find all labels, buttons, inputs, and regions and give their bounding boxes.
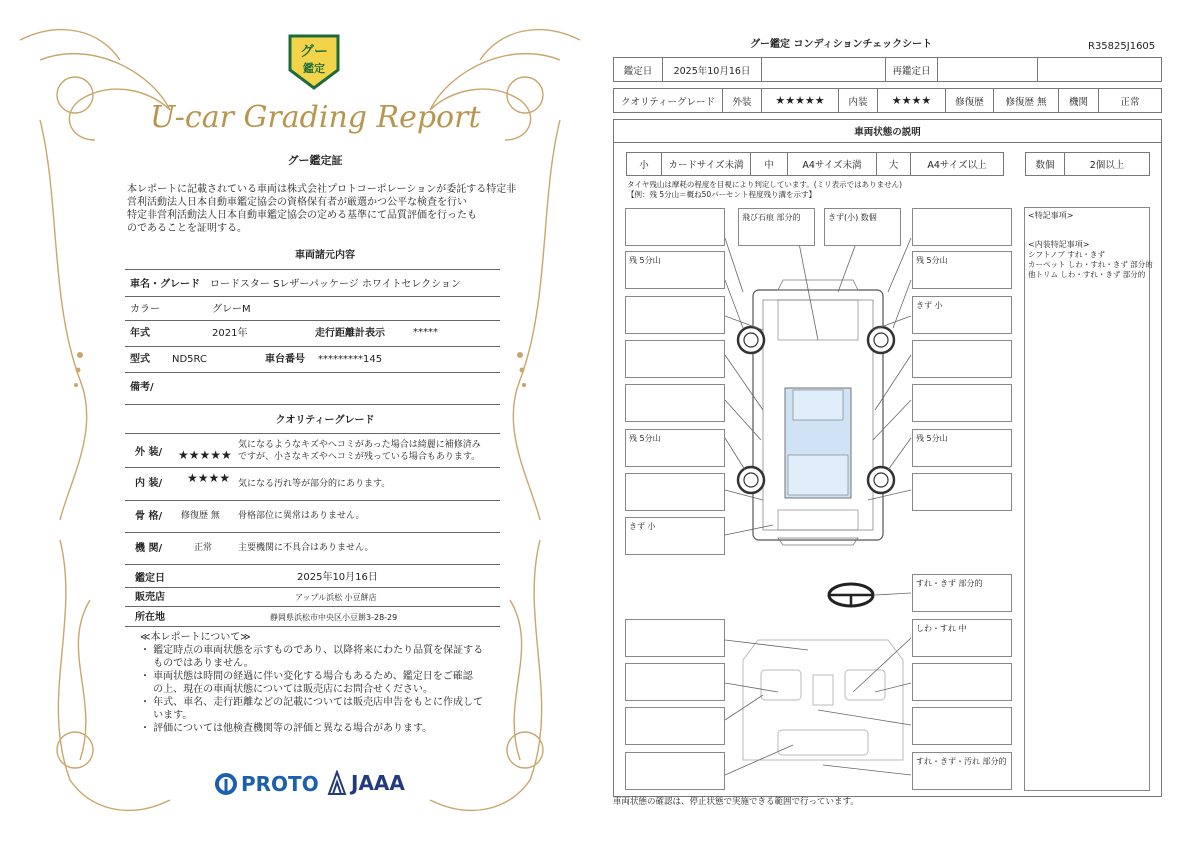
int-label: 内 装/ bbox=[135, 478, 163, 489]
notes-line: ものではありません。 bbox=[140, 658, 254, 669]
year-value: 2021年 bbox=[212, 328, 248, 339]
engine-value: 正常 bbox=[194, 543, 213, 553]
damage-box-top-scratch bbox=[824, 208, 901, 246]
ext-desc-line: 気になるようなキズやヘコミがあった場合は綺麗に補修済み bbox=[238, 440, 481, 450]
int-stars: ★★★★ bbox=[187, 471, 231, 485]
row1-blank bbox=[761, 57, 886, 82]
row2-repair-label: 修復歴 bbox=[945, 88, 994, 113]
scratch-small-num-label: きず(小) 数個 bbox=[828, 213, 877, 222]
cert-title: グー鑑定証 bbox=[287, 154, 343, 167]
goo-kantei-badge bbox=[286, 30, 342, 92]
interior-note-item: 他トリム しわ・すれ・きず 部分的 bbox=[1028, 270, 1146, 279]
notes-title: ≪本レポートについて≫ bbox=[140, 632, 251, 643]
shop-label: 販売店 bbox=[135, 592, 165, 603]
shop-value: アップル浜松 小豆餅店 bbox=[295, 593, 377, 602]
row2-int-stars: ★★★★ bbox=[877, 88, 946, 113]
damage-box-r7 bbox=[912, 473, 1012, 511]
frame-desc: 骨格部位に異常はありません。 bbox=[238, 511, 365, 521]
frame-label: 骨 格/ bbox=[135, 511, 163, 522]
tire-rr-label: 残 5分山 bbox=[916, 434, 948, 443]
damage-box-r4 bbox=[912, 340, 1012, 378]
spec-title: 車両諸元内容 bbox=[295, 250, 355, 261]
special-notes-title: <特記事項> bbox=[1028, 211, 1074, 220]
proto-logo bbox=[215, 772, 319, 796]
row1-blank-2 bbox=[1037, 57, 1162, 82]
damage-box-r12 bbox=[912, 752, 1012, 790]
row1-date-label: 鑑定日 bbox=[613, 57, 663, 82]
address-value: 静岡県浜松市中央区小豆餅3-28-29 bbox=[270, 613, 398, 622]
damage-box-r5 bbox=[912, 384, 1012, 422]
rear-stain-label: すれ・きず・汚れ 部分的 bbox=[916, 757, 1007, 766]
interior-note-item: カーペット しわ・すれ・きず 部分的 bbox=[1028, 260, 1153, 269]
steering-label: すれ・きず 部分的 bbox=[916, 579, 983, 588]
engine-label: 機 関/ bbox=[135, 543, 163, 554]
damage-box-r6 bbox=[912, 429, 1012, 467]
ext-stars: ★★★★★ bbox=[178, 448, 232, 462]
damage-box-l7 bbox=[625, 473, 725, 511]
proto-mark-icon bbox=[215, 773, 237, 795]
frame-value: 修復歴 無 bbox=[181, 511, 220, 521]
color-label: カラー bbox=[130, 304, 160, 315]
notes-line: の上、現在の車両状態については販売店にお問合せください。 bbox=[140, 684, 433, 695]
odo-value: ***** bbox=[413, 327, 438, 338]
damage-box-l5 bbox=[625, 384, 725, 422]
row2-ext-label: 外装 bbox=[722, 88, 762, 113]
intro-line: のであることを証明する。 bbox=[127, 223, 247, 234]
size-count: 数個 bbox=[1025, 152, 1065, 176]
special-notes-box bbox=[1024, 207, 1153, 791]
tire-example: 【例：残 5分山＝概ね50パーセント程度残り溝を示す】 bbox=[627, 190, 817, 199]
note-label: 備考/ bbox=[130, 382, 154, 393]
notes-line: ・ 評価については他検査機関等の評価と異なる場合があります。 bbox=[140, 723, 433, 734]
damage-box-r3 bbox=[912, 296, 1012, 334]
notes-line: ・ 鑑定時点の車両状態を示すものであり、以降将来にわたり品質を保証する bbox=[140, 645, 484, 656]
row2-engine-value: 正常 bbox=[1098, 88, 1162, 113]
script-title: U-car Grading Report bbox=[150, 100, 481, 135]
damage-box-l3 bbox=[625, 296, 725, 334]
interior-notes-title: <内装特記事項> bbox=[1028, 240, 1090, 249]
jaaa-logo bbox=[327, 770, 405, 796]
section-title: 車両状態の説明 bbox=[613, 119, 1162, 143]
seat-wrinkle-label: しわ・すれ 中 bbox=[916, 624, 967, 633]
damage-box-l11 bbox=[625, 707, 725, 745]
jaaa-logo-text: JAAA bbox=[351, 771, 405, 795]
damage-box-l10 bbox=[625, 663, 725, 701]
ext-desc-line: ですが、小さなキズやヘコミが残っている場合もあります。 bbox=[238, 451, 481, 462]
chip-label: 飛び石痕 部分的 bbox=[742, 213, 801, 222]
report-notes bbox=[140, 631, 483, 735]
scratch-small-r-label: きず 小 bbox=[916, 301, 943, 310]
svg-text:グー: グー bbox=[300, 44, 328, 60]
tire-fr-label: 残 5分山 bbox=[916, 256, 948, 265]
damage-box-l12 bbox=[625, 752, 725, 790]
footer-note: 車両状態の確認は、停止状態で実施できる範囲で行っています。 bbox=[613, 797, 859, 807]
model-label: 型式 bbox=[130, 354, 150, 365]
row2-repair-value: 修復歴 無 bbox=[993, 88, 1059, 113]
size-large: 大 bbox=[876, 152, 911, 176]
ext-label: 外 装/ bbox=[135, 447, 163, 458]
name-label: 車名・グレード bbox=[130, 279, 200, 290]
row2-quality-label: クオリティーグレード bbox=[613, 88, 723, 113]
year-label: 年式 bbox=[130, 328, 150, 339]
notes-line: います。 bbox=[140, 710, 193, 721]
damage-box-r11 bbox=[912, 707, 1012, 745]
quality-title: クオリティーグレード bbox=[275, 415, 375, 426]
row2-engine-label: 機関 bbox=[1058, 88, 1099, 113]
intro-line: 本レポートに記載されている車両は株式会社プロトコーポレーションが委託する特定非 bbox=[127, 184, 517, 195]
row2-int-label: 内装 bbox=[838, 88, 878, 113]
tire-note: タイヤ残山は摩耗の程度を目視により判定しています。(ミリ表示ではありません) bbox=[627, 180, 903, 189]
row1-redate-value bbox=[937, 57, 1038, 82]
damage-box-l1 bbox=[625, 208, 725, 246]
row2-ext-stars: ★★★★★ bbox=[761, 88, 839, 113]
tire-rl-label: 残 5分山 bbox=[629, 434, 661, 443]
size-small-desc: カードサイズ未満 bbox=[661, 152, 751, 176]
damage-box-l4 bbox=[625, 340, 725, 378]
damage-box-r2 bbox=[912, 251, 1012, 289]
damage-box-l8 bbox=[625, 517, 725, 555]
chassis-label: 車台番号 bbox=[265, 354, 305, 365]
tire-fl-label: 残 5分山 bbox=[629, 256, 661, 265]
damage-box-r9 bbox=[912, 619, 1012, 657]
damage-box-top-chip bbox=[738, 208, 815, 246]
interior-note-item: シフトノブ すれ・きず bbox=[1028, 250, 1105, 259]
row1-redate-label: 再鑑定日 bbox=[885, 57, 938, 82]
model-value: ND5RC bbox=[172, 354, 207, 365]
notes-line: ・ 年式、車名、走行距離などの記載については販売店申告をもとに作成して bbox=[140, 697, 483, 708]
size-mid-desc: A4サイズ未満 bbox=[787, 152, 877, 176]
odo-label: 走行距離計表示 bbox=[315, 328, 385, 339]
damage-box-l2 bbox=[625, 251, 725, 289]
damage-box-l9 bbox=[625, 619, 725, 657]
size-small: 小 bbox=[626, 152, 662, 176]
intro-line: 営利活動法人日本自動車鑑定協会の資格保有者が厳選かつ公平な検査を行い bbox=[127, 197, 467, 208]
size-mid: 中 bbox=[750, 152, 788, 176]
damage-box-r1 bbox=[912, 208, 1012, 246]
scratch-small-l-label: きず 小 bbox=[629, 522, 656, 531]
notes-line: ・ 車両状態は時間の経過に伴い変化する場合もあるため、鑑定日をご確認 bbox=[140, 671, 473, 682]
intro-line: 特定非営利活動法人日本自動車鑑定協会の定める基準にて品質評価を行ったも bbox=[127, 210, 477, 221]
appraisal-date-value: 2025年10月16日 bbox=[297, 572, 378, 583]
chassis-value: *********145 bbox=[318, 354, 383, 365]
engine-desc: 主要機関に不具合はありません。 bbox=[238, 543, 374, 553]
damage-box-r10 bbox=[912, 663, 1012, 701]
size-large-desc: A4サイズ以上 bbox=[910, 152, 1004, 176]
proto-logo-text: PROTO bbox=[241, 772, 319, 796]
int-desc: 気になる汚れ等が部分的にあります。 bbox=[238, 479, 391, 489]
damage-box-l6 bbox=[625, 429, 725, 467]
ext-desc bbox=[238, 440, 481, 463]
svg-text:鑑定: 鑑定 bbox=[303, 62, 325, 75]
color-value: グレーM bbox=[212, 304, 251, 315]
address-label: 所在地 bbox=[135, 612, 165, 623]
jaaa-mark-icon bbox=[327, 770, 347, 796]
reference-number: R35825J1605 bbox=[1088, 41, 1156, 52]
intro-text bbox=[127, 183, 516, 235]
appraisal-date-label: 鑑定日 bbox=[135, 573, 165, 584]
sheet-title: グー鑑定 コンディションチェックシート bbox=[750, 39, 933, 50]
size-count-desc: 2個以上 bbox=[1064, 152, 1150, 176]
damage-box-r8 bbox=[912, 574, 1012, 612]
name-value: ロードスター Sレザーパッケージ ホワイトセレクション bbox=[210, 279, 461, 290]
row1-date-value: 2025年10月16日 bbox=[662, 57, 762, 82]
